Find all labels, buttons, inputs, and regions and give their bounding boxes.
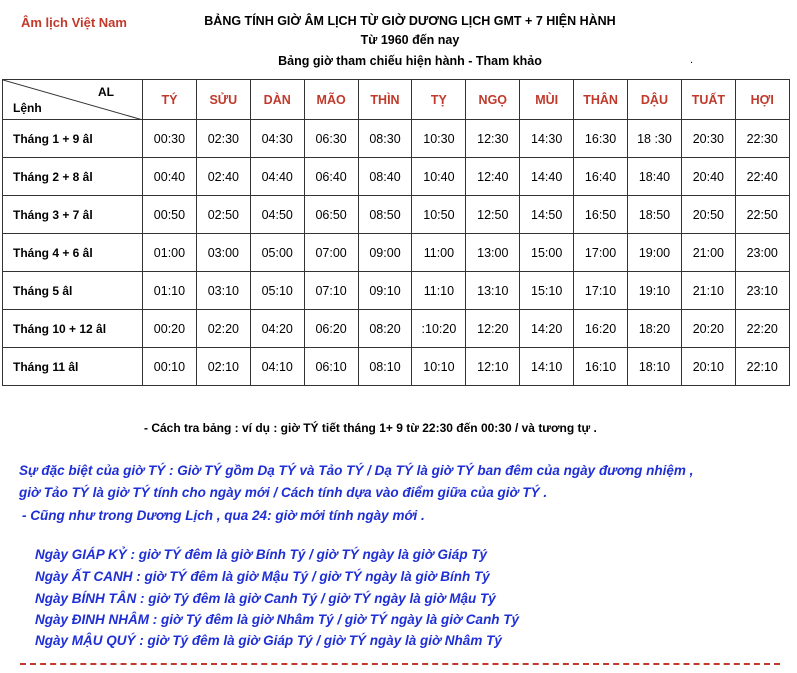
time-cell: 13:00 [466,234,520,272]
table-row [3,272,790,310]
day-rule: Ngày ẤT CANH : giờ TÝ đêm là giờ Mậu Tý / giờ TÝ ngày là giờ Bính Tý [35,569,490,584]
time-cell: 05:10 [250,272,304,310]
hour-table [2,79,790,386]
note-line: Sự đặc biệt của giờ TÝ : Giờ TÝ gồm Dạ TÝ và Tảo TÝ / Dạ TÝ là giờ TÝ ban đêm của ngày đương nhiệm , [19,463,694,478]
column-header: MÙI [520,80,574,120]
time-cell: 22:10 [735,348,789,386]
row-label: Tháng 1 + 9 âl [3,120,143,158]
time-cell: 00:10 [143,348,197,386]
dashed-divider [20,663,780,665]
time-cell: 16:10 [574,348,628,386]
note-line: giờ Tảo TÝ là giờ TÝ tính cho ngày mới / Cách tính dựa vào điểm giữa của giờ TÝ . [19,485,548,500]
time-cell: 01:10 [143,272,197,310]
time-cell: 06:20 [304,310,358,348]
time-cell: 06:50 [304,196,358,234]
time-cell: 00:20 [143,310,197,348]
time-cell: 02:10 [196,348,250,386]
time-cell: 20:30 [681,120,735,158]
time-cell: 17:00 [574,234,628,272]
time-cell: 06:10 [304,348,358,386]
time-cell: 08:40 [358,158,412,196]
column-header: MÃO [304,80,358,120]
time-cell: 21:00 [681,234,735,272]
page-title: BẢNG TÍNH GIỜ ÂM LỊCH TỪ GIỜ DƯƠNG LỊCH GMT + 7 HIỆN HÀNH [204,14,616,28]
table-row [3,158,790,196]
time-cell: 04:10 [250,348,304,386]
column-header: TỴ [412,80,466,120]
time-cell: 18:20 [628,310,682,348]
time-cell: 04:30 [250,120,304,158]
corner-label-al: AL [98,85,114,99]
time-cell: 16:50 [574,196,628,234]
time-cell: 22:30 [735,120,789,158]
time-cell: 02:40 [196,158,250,196]
row-label: Tháng 3 + 7 âl [3,196,143,234]
time-cell: 04:50 [250,196,304,234]
time-cell: 12:30 [466,120,520,158]
time-cell: 12:50 [466,196,520,234]
time-cell: 14:50 [520,196,574,234]
time-cell: 03:10 [196,272,250,310]
table-row [3,234,790,272]
column-header: TÝ [143,80,197,120]
time-cell: 02:20 [196,310,250,348]
time-cell: 22:20 [735,310,789,348]
day-rule: Ngày GIÁP KỶ : giờ TÝ đêm là giờ Bính Tý / giờ TÝ ngày là giờ Giáp Tý [35,547,488,562]
time-cell: 16:40 [574,158,628,196]
column-header: NGỌ [466,80,520,120]
page-caption: Bảng giờ tham chiếu hiện hành - Tham khảo [278,54,542,68]
time-cell: 08:30 [358,120,412,158]
lookup-example: - Cách tra bảng : ví dụ : giờ TÝ tiết tháng 1+ 9 từ 22:30 đến 00:30 / và tương tự . [144,421,597,435]
time-cell: 22:50 [735,196,789,234]
time-cell: 13:10 [466,272,520,310]
time-cell: 15:00 [520,234,574,272]
time-cell: 06:30 [304,120,358,158]
column-header: DÀN [250,80,304,120]
time-cell: 06:40 [304,158,358,196]
time-cell: 04:20 [250,310,304,348]
time-cell: 00:50 [143,196,197,234]
time-cell: 04:40 [250,158,304,196]
table-row [3,348,790,386]
column-header: DẬU [628,80,682,120]
time-cell: 10:10 [412,348,466,386]
time-cell: 12:20 [466,310,520,348]
time-cell: 19:10 [628,272,682,310]
time-cell: 14:40 [520,158,574,196]
time-cell: 07:10 [304,272,358,310]
time-cell: 16:20 [574,310,628,348]
day-rule: Ngày BÍNH TÂN : giờ Tý đêm là giờ Canh Tý / giờ TÝ ngày là giờ Mậu Tý [35,591,496,606]
row-label: Tháng 2 + 8 âl [3,158,143,196]
time-cell: 10:40 [412,158,466,196]
time-cell: 15:10 [520,272,574,310]
time-cell: 14:20 [520,310,574,348]
column-header: HỢI [735,80,789,120]
time-cell: 05:00 [250,234,304,272]
row-label: Tháng 5 âl [3,272,143,310]
time-cell: 08:50 [358,196,412,234]
corner-label-lenh: Lệnh [13,101,42,115]
time-cell: 03:00 [196,234,250,272]
time-cell: 10:50 [412,196,466,234]
time-cell: 17:10 [574,272,628,310]
row-label: Tháng 4 + 6 âl [3,234,143,272]
time-cell: 07:00 [304,234,358,272]
time-cell: 20:20 [681,310,735,348]
time-cell: 20:50 [681,196,735,234]
time-cell: 00:40 [143,158,197,196]
time-cell: 16:30 [574,120,628,158]
time-cell: 08:10 [358,348,412,386]
time-cell: 01:00 [143,234,197,272]
day-rule: Ngày MẬU QUÝ : giờ Tý đêm là giờ Giáp Tý / giờ TÝ ngày là giờ Nhâm Tý [35,633,502,648]
corner-cell [3,80,143,120]
time-cell: 00:30 [143,120,197,158]
time-cell: 02:30 [196,120,250,158]
row-label: Tháng 11 âl [3,348,143,386]
time-cell: 21:10 [681,272,735,310]
time-cell: 14:30 [520,120,574,158]
brand-title: Âm lịch Việt Nam [21,15,127,30]
time-cell: 23:10 [735,272,789,310]
time-cell: 20:10 [681,348,735,386]
time-cell: 22:40 [735,158,789,196]
time-cell: 18 :30 [628,120,682,158]
column-header: THÂN [574,80,628,120]
note-line: - Cũng như trong Dương Lịch , qua 24: giờ mới tính ngày mới . [22,508,425,523]
time-cell: 02:50 [196,196,250,234]
time-cell: 10:30 [412,120,466,158]
day-rule: Ngày ĐINH NHÂM : giờ Tý đêm là giờ Nhâm Tý / giờ TÝ ngày là giờ Canh Tý [35,612,520,627]
time-cell: 19:00 [628,234,682,272]
row-label: Tháng 10 + 12 âl [3,310,143,348]
time-cell: 11:00 [412,234,466,272]
time-cell: 12:40 [466,158,520,196]
table-row [3,310,790,348]
time-cell: 08:20 [358,310,412,348]
column-header: SỬU [196,80,250,120]
column-header: THÌN [358,80,412,120]
time-cell: 14:10 [520,348,574,386]
column-header: TUẤT [681,80,735,120]
page-subtitle: Từ 1960 đến nay [360,33,460,47]
table-row [3,120,790,158]
time-cell: 18:50 [628,196,682,234]
stray-dot: . [690,54,694,66]
time-cell: 18:40 [628,158,682,196]
time-cell: 18:10 [628,348,682,386]
time-cell: 09:00 [358,234,412,272]
time-cell: 11:10 [412,272,466,310]
time-cell: 09:10 [358,272,412,310]
time-cell: :10:20 [412,310,466,348]
table-body [3,120,790,386]
header-row [3,80,790,120]
table-row [3,196,790,234]
time-cell: 12:10 [466,348,520,386]
time-cell: 23:00 [735,234,789,272]
time-cell: 20:40 [681,158,735,196]
